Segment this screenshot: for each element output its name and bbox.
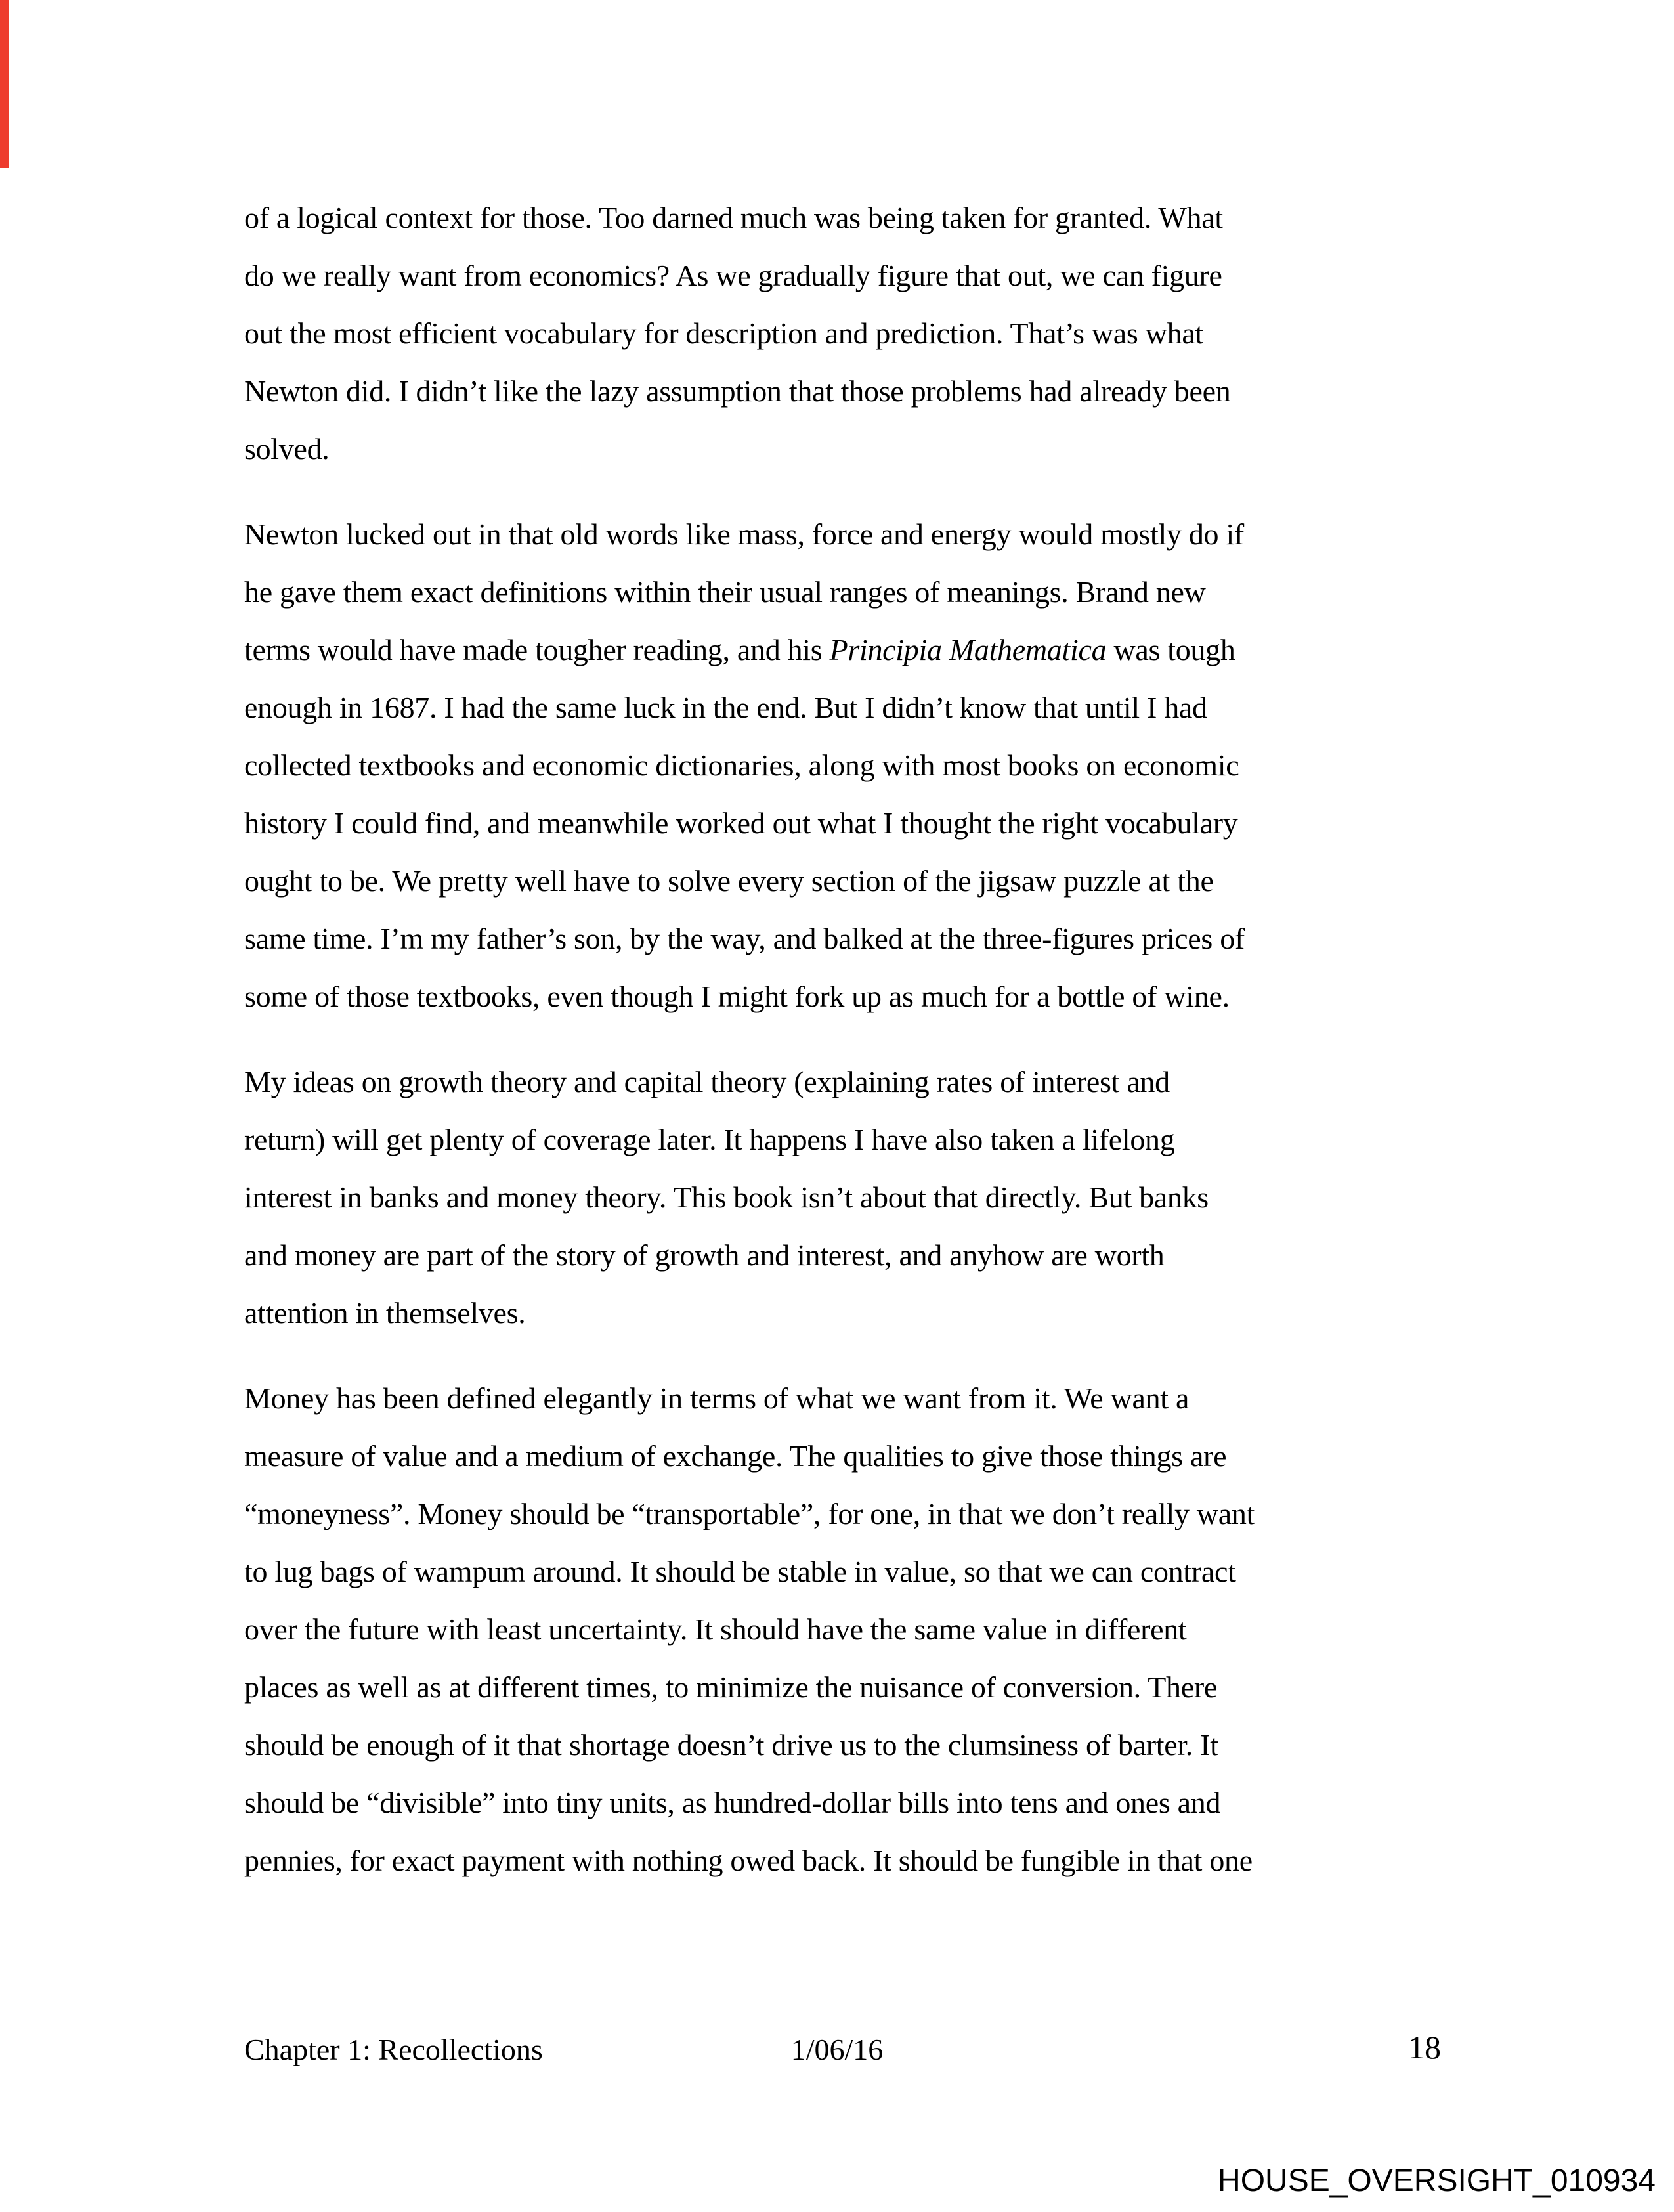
text-line: same time. I’m my father’s son, by the way, and balked at the three-figures prices of bbox=[244, 922, 1245, 955]
text-line: and money are part of the story of growth and interest, and anyhow are worth bbox=[244, 1238, 1165, 1272]
paragraph-2 bbox=[244, 506, 1426, 1026]
text-segment: was tough bbox=[1106, 633, 1235, 666]
text-line: history I could find, and meanwhile worked out what I thought the right vocabulary bbox=[244, 806, 1238, 840]
book-title-italic: Principia Mathematica bbox=[829, 633, 1107, 666]
page-body-text bbox=[244, 189, 1426, 1890]
text-line: solved. bbox=[244, 432, 330, 466]
text-line: Newton did. I didn’t like the lazy assumption that those problems had already been bbox=[244, 374, 1231, 408]
text-line: should be enough of it that shortage doesn’t drive us to the clumsiness of barter. It bbox=[244, 1728, 1218, 1762]
footer-page-number: 18 bbox=[1408, 2029, 1441, 2066]
text-line: collected textbooks and economic dictionaries, along with most books on economic bbox=[244, 748, 1239, 782]
text-line: attention in themselves. bbox=[244, 1296, 526, 1330]
text-line: interest in banks and money theory. This book isn’t about that directly. But banks bbox=[244, 1181, 1209, 1214]
text-line: out the most efficient vocabulary for description and prediction. That’s was what bbox=[244, 316, 1203, 350]
paragraph-1 bbox=[244, 189, 1426, 478]
bates-stamp: HOUSE_OVERSIGHT_010934 bbox=[1218, 2163, 1656, 2198]
footer-chapter-label: Chapter 1: Recollections bbox=[244, 2033, 543, 2066]
text-line: return) will get plenty of coverage later. It happens I have also taken a lifelong bbox=[244, 1123, 1175, 1156]
text-line: Money has been defined elegantly in terms of what we want from it. We want a bbox=[244, 1381, 1190, 1415]
text-line: some of those textbooks, even though I might fork up as much for a bottle of wine. bbox=[244, 980, 1230, 1013]
text-line: should be “divisible” into tiny units, as hundred-dollar bills into tens and ones and bbox=[244, 1786, 1221, 1819]
text-line: ought to be. We pretty well have to solve every section of the jigsaw puzzle at the bbox=[244, 864, 1214, 898]
paragraph-3 bbox=[244, 1053, 1426, 1342]
red-margin-line bbox=[0, 0, 9, 168]
footer-date: 1/06/16 bbox=[790, 2033, 884, 2066]
text-line: over the future with least uncertainty. It should have the same value in different bbox=[244, 1613, 1187, 1646]
text-line bbox=[244, 621, 1426, 679]
text-line: of a logical context for those. Too darned much was being taken for granted. What bbox=[244, 201, 1223, 234]
text-segment: terms would have made tougher reading, and his bbox=[244, 633, 830, 666]
text-line: he gave them exact definitions within their usual ranges of meanings. Brand new bbox=[244, 575, 1206, 609]
page-footer bbox=[244, 2030, 1441, 2070]
text-line: My ideas on growth theory and capital theory (explaining rates of interest and bbox=[244, 1065, 1170, 1098]
text-line: Newton lucked out in that old words like mass, force and energy would mostly do if bbox=[244, 517, 1244, 551]
text-line: to lug bags of wampum around. It should be stable in value, so that we can contract bbox=[244, 1555, 1236, 1588]
text-line: measure of value and a medium of exchange. The qualities to give those things are bbox=[244, 1439, 1227, 1473]
text-line: places as well as at different times, to minimize the nuisance of conversion. There bbox=[244, 1670, 1217, 1704]
text-line: “moneyness”. Money should be “transportable”, for one, in that we don’t really want bbox=[244, 1497, 1255, 1530]
text-line: do we really want from economics? As we gradually figure that out, we can figure bbox=[244, 259, 1222, 292]
paragraph-4 bbox=[244, 1370, 1426, 1890]
text-line: enough in 1687. I had the same luck in the end. But I didn’t know that until I had bbox=[244, 691, 1207, 724]
text-line: pennies, for exact payment with nothing owed back. It should be fungible in that one bbox=[244, 1844, 1253, 1877]
